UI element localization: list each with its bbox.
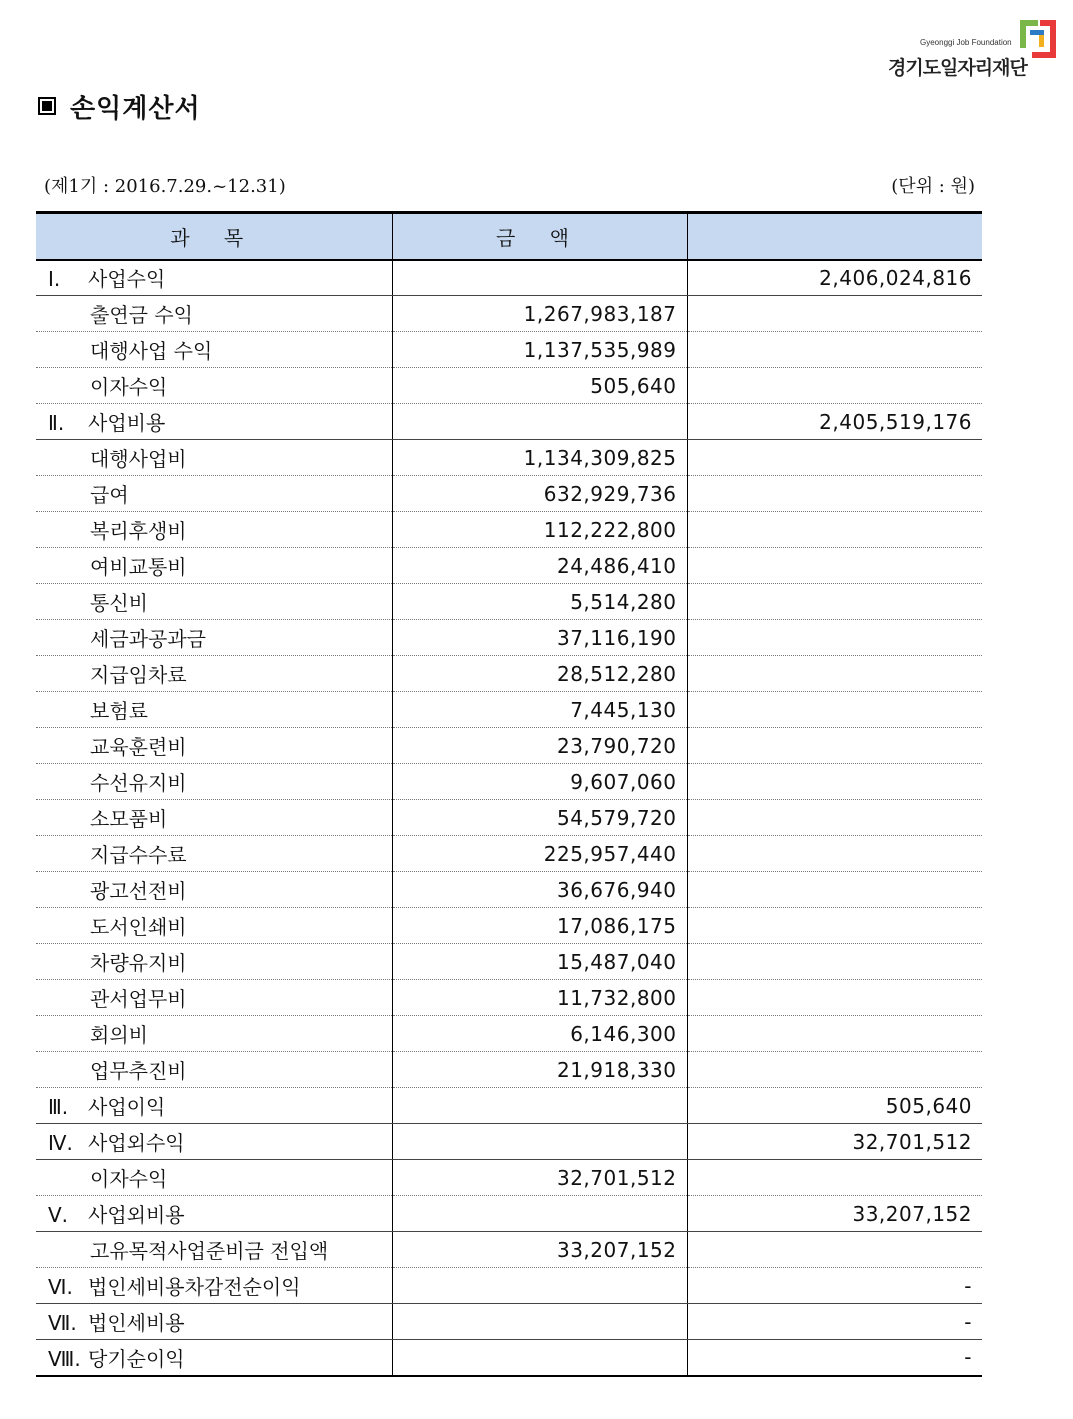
total-amount-cell <box>687 872 982 908</box>
account-cell <box>36 800 392 836</box>
account-label: 소모품비 <box>90 807 168 831</box>
logo-english-text: Gyeonggi Job Foundation <box>920 38 1012 47</box>
table-row <box>36 908 982 944</box>
income-statement-table <box>36 211 982 1377</box>
table-row <box>36 620 982 656</box>
total-amount-cell <box>687 836 982 872</box>
detail-amount-cell: 9,607,060 <box>392 764 687 800</box>
section-row <box>36 1304 982 1340</box>
detail-amount-cell: 7,445,130 <box>392 692 687 728</box>
detail-amount-cell: 32,701,512 <box>392 1160 687 1196</box>
section-number: Ⅶ. <box>48 1311 77 1335</box>
account-label: 대행사업 수익 <box>90 339 213 363</box>
fiscal-period: (제1기 : 2016.7.29.~12.31) <box>44 176 286 197</box>
logo-korean-text: 경기도일자리재단 <box>888 57 1027 79</box>
detail-amount-cell: 54,579,720 <box>392 800 687 836</box>
account-cell <box>36 332 392 368</box>
table-row <box>36 944 982 980</box>
detail-amount-cell <box>392 1088 687 1124</box>
account-cell <box>36 908 392 944</box>
section-row <box>36 1124 982 1160</box>
account-cell <box>36 872 392 908</box>
header-amount: 금 액 <box>392 213 687 260</box>
total-amount-cell <box>687 1016 982 1052</box>
total-amount-cell <box>687 620 982 656</box>
section-number: Ⅲ. <box>48 1095 69 1119</box>
account-label: 사업외수익 <box>88 1131 185 1155</box>
page-title: 손익계산서 <box>70 93 201 124</box>
account-label: 이자수익 <box>90 1167 168 1191</box>
total-amount-cell: - <box>687 1268 982 1304</box>
account-label: 사업이익 <box>88 1095 166 1119</box>
table-row <box>36 1016 982 1052</box>
detail-amount-cell <box>392 1304 687 1340</box>
account-cell <box>36 1088 392 1124</box>
account-cell <box>36 368 392 404</box>
table-row <box>36 692 982 728</box>
account-cell <box>36 1340 392 1376</box>
section-number: Ⅱ. <box>48 411 65 435</box>
account-label: 차량유지비 <box>90 951 187 975</box>
detail-amount-cell: 6,146,300 <box>392 1016 687 1052</box>
total-amount-cell: 33,207,152 <box>687 1196 982 1232</box>
total-amount-cell <box>687 440 982 476</box>
detail-amount-cell: 23,790,720 <box>392 728 687 764</box>
detail-amount-cell: 1,267,983,187 <box>392 296 687 332</box>
detail-amount-cell: 632,929,736 <box>392 476 687 512</box>
detail-amount-cell: 33,207,152 <box>392 1232 687 1268</box>
total-amount-cell <box>687 1052 982 1088</box>
account-label: 법인세비용 <box>88 1311 185 1335</box>
table-row <box>36 872 982 908</box>
detail-amount-cell: 1,137,535,989 <box>392 332 687 368</box>
table-row <box>36 800 982 836</box>
account-cell <box>36 1268 392 1304</box>
total-amount-cell <box>687 548 982 584</box>
detail-amount-cell: 28,512,280 <box>392 656 687 692</box>
total-amount-cell: 2,406,024,816 <box>687 260 982 296</box>
account-label: 지급수수료 <box>90 843 187 867</box>
detail-amount-cell: 11,732,800 <box>392 980 687 1016</box>
account-label: 통신비 <box>90 591 148 615</box>
account-label: 복리후생비 <box>90 519 187 543</box>
detail-amount-cell: 21,918,330 <box>392 1052 687 1088</box>
account-cell <box>36 944 392 980</box>
section-row <box>36 1340 982 1376</box>
page-heading <box>38 88 201 124</box>
detail-amount-cell <box>392 260 687 296</box>
account-label: 업무추진비 <box>90 1059 187 1083</box>
account-cell <box>36 296 392 332</box>
total-amount-cell <box>687 800 982 836</box>
total-amount-cell <box>687 944 982 980</box>
table-row <box>36 584 982 620</box>
detail-amount-cell: 24,486,410 <box>392 548 687 584</box>
account-label: 광고선전비 <box>90 879 187 903</box>
account-label: 고유목적사업준비금 전입액 <box>90 1239 329 1263</box>
detail-amount-cell: 505,640 <box>392 368 687 404</box>
section-number: Ⅵ. <box>48 1275 73 1299</box>
total-amount-cell <box>687 656 982 692</box>
table-row <box>36 548 982 584</box>
total-amount-cell <box>687 296 982 332</box>
total-amount-cell <box>687 1160 982 1196</box>
detail-amount-cell: 37,116,190 <box>392 620 687 656</box>
account-cell <box>36 980 392 1016</box>
account-label: 법인세비용차감전순이익 <box>88 1275 301 1299</box>
total-amount-cell: - <box>687 1304 982 1340</box>
table-row <box>36 512 982 548</box>
section-number: Ⅷ. <box>48 1346 81 1371</box>
table-row <box>36 1160 982 1196</box>
account-label: 도서인쇄비 <box>90 915 187 939</box>
detail-amount-cell <box>392 404 687 440</box>
section-row <box>36 1268 982 1304</box>
header-account: 과 목 <box>36 213 392 260</box>
account-cell <box>36 620 392 656</box>
account-label: 보험료 <box>90 699 148 723</box>
table-row <box>36 476 982 512</box>
section-row <box>36 1196 982 1232</box>
logo-mark-icon <box>1018 18 1058 62</box>
account-cell <box>36 512 392 548</box>
table-row <box>36 764 982 800</box>
account-cell <box>36 584 392 620</box>
table-row <box>36 980 982 1016</box>
account-label: 관서업무비 <box>90 987 187 1011</box>
table-row <box>36 1052 982 1088</box>
account-label: 출연금 수익 <box>90 303 193 327</box>
table-row <box>36 656 982 692</box>
section-number: Ⅴ. <box>48 1203 69 1227</box>
table-row <box>36 836 982 872</box>
account-label: 회의비 <box>90 1023 148 1047</box>
table-header-row <box>36 213 982 260</box>
account-cell <box>36 548 392 584</box>
account-cell <box>36 1052 392 1088</box>
table-row <box>36 332 982 368</box>
total-amount-cell: 32,701,512 <box>687 1124 982 1160</box>
table-row <box>36 1232 982 1268</box>
detail-amount-cell: 5,514,280 <box>392 584 687 620</box>
detail-amount-cell: 1,134,309,825 <box>392 440 687 476</box>
total-amount-cell <box>687 584 982 620</box>
account-cell <box>36 836 392 872</box>
detail-amount-cell: 15,487,040 <box>392 944 687 980</box>
section-row <box>36 404 982 440</box>
section-row <box>36 260 982 296</box>
account-cell <box>36 1196 392 1232</box>
account-label: 사업수익 <box>88 267 166 292</box>
total-amount-cell <box>687 692 982 728</box>
detail-amount-cell <box>392 1124 687 1160</box>
section-row <box>36 1088 982 1124</box>
account-label: 세금과공과금 <box>90 627 206 651</box>
account-cell <box>36 764 392 800</box>
detail-amount-cell <box>392 1196 687 1232</box>
account-label: 이자수익 <box>90 375 168 399</box>
detail-amount-cell: 36,676,940 <box>392 872 687 908</box>
account-label: 사업비용 <box>88 411 166 435</box>
total-amount-cell <box>687 476 982 512</box>
section-number: Ⅰ. <box>48 267 61 292</box>
square-bullet-icon <box>38 97 56 115</box>
detail-amount-cell: 112,222,800 <box>392 512 687 548</box>
account-cell <box>36 476 392 512</box>
detail-amount-cell <box>392 1340 687 1376</box>
section-number: Ⅳ. <box>48 1131 73 1155</box>
account-label: 사업외비용 <box>88 1203 185 1227</box>
account-cell <box>36 692 392 728</box>
detail-amount-cell: 17,086,175 <box>392 908 687 944</box>
account-cell <box>36 1160 392 1196</box>
table-row <box>36 296 982 332</box>
account-cell <box>36 260 392 296</box>
account-label: 지급임차료 <box>90 663 187 687</box>
total-amount-cell <box>687 728 982 764</box>
account-cell <box>36 656 392 692</box>
account-label: 교육훈련비 <box>90 735 187 759</box>
account-label: 대행사업비 <box>90 447 187 471</box>
account-label: 급여 <box>90 483 129 507</box>
total-amount-cell <box>687 512 982 548</box>
account-cell <box>36 404 392 440</box>
account-cell <box>36 728 392 764</box>
account-cell <box>36 440 392 476</box>
detail-amount-cell <box>392 1268 687 1304</box>
account-label: 여비교통비 <box>90 555 187 579</box>
total-amount-cell: 505,640 <box>687 1088 982 1124</box>
total-amount-cell: 2,405,519,176 <box>687 404 982 440</box>
account-cell <box>36 1016 392 1052</box>
total-amount-cell <box>687 908 982 944</box>
account-label: 당기순이익 <box>88 1346 185 1371</box>
total-amount-cell <box>687 332 982 368</box>
account-cell <box>36 1232 392 1268</box>
table-row <box>36 368 982 404</box>
currency-unit: (단위 : 원) <box>891 176 975 197</box>
total-amount-cell: - <box>687 1340 982 1376</box>
table-row <box>36 728 982 764</box>
detail-amount-cell: 225,957,440 <box>392 836 687 872</box>
table-row <box>36 440 982 476</box>
total-amount-cell <box>687 368 982 404</box>
header-total <box>687 213 982 260</box>
account-cell <box>36 1124 392 1160</box>
total-amount-cell <box>687 1232 982 1268</box>
account-cell <box>36 1304 392 1340</box>
total-amount-cell <box>687 980 982 1016</box>
foundation-logo <box>880 18 1060 82</box>
total-amount-cell <box>687 764 982 800</box>
account-label: 수선유지비 <box>90 771 187 795</box>
